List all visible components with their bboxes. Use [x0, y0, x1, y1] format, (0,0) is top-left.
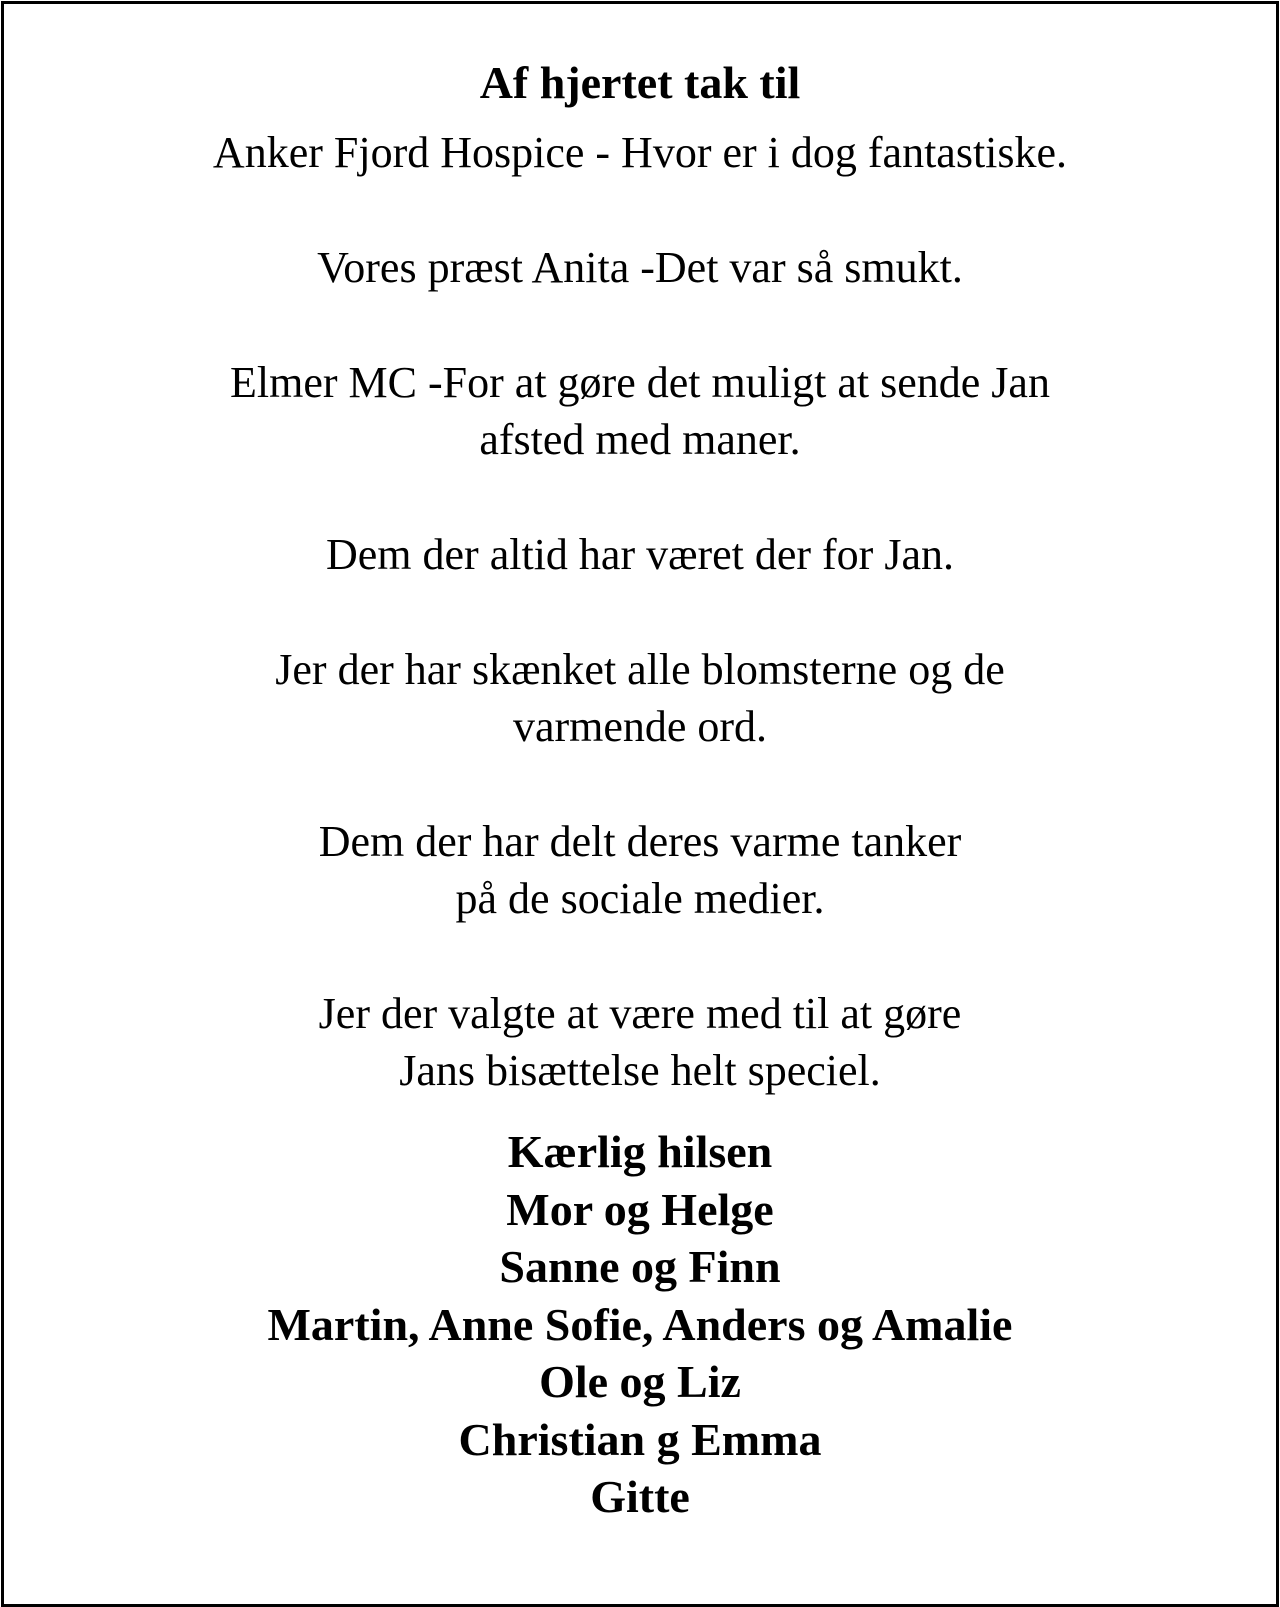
signature-name: Sanne og Finn	[499, 1241, 781, 1292]
paragraph-line: Vores præst Anita -Det var så smukt.	[317, 243, 963, 292]
paragraph-social-media	[4, 813, 1276, 927]
paragraph-line: Elmer MC -For at gøre det muligt at sende Jan	[230, 358, 1050, 407]
paragraph-line: Jer der har skænket alle blomsterne og de	[275, 645, 1005, 694]
signature-block	[4, 1123, 1276, 1526]
paragraph-mc	[4, 354, 1276, 468]
paragraph-always-there	[4, 526, 1276, 583]
signature-name: Ole og Liz	[539, 1356, 741, 1407]
paragraph-line: Dem der altid har været der for Jan.	[326, 530, 954, 579]
notice-frame	[1, 1, 1279, 1607]
paragraph-line: Anker Fjord Hospice - Hvor er i dog fantastiske.	[212, 128, 1068, 177]
signature-name: Christian g Emma	[458, 1413, 822, 1465]
paragraph-flowers	[4, 641, 1276, 755]
signature-name: Martin, Anne Sofie, Anders og Amalie	[267, 1298, 1013, 1350]
signature-name: Mor og Helge	[506, 1183, 774, 1235]
paragraph-line: på de sociale medier.	[455, 874, 825, 923]
paragraph-priest	[4, 239, 1276, 296]
paragraph-line: Dem der har delt deres varme tanker	[318, 817, 962, 866]
thank-you-notice	[4, 4, 1276, 1526]
paragraph-line: Jans bisættelse helt speciel.	[399, 1046, 881, 1095]
paragraph-line: varmende ord.	[512, 702, 768, 751]
paragraph-line: Jer der valgte at være med til at gøre	[318, 989, 962, 1038]
paragraph-line: afsted med maner.	[479, 415, 801, 464]
paragraph-funeral	[4, 985, 1276, 1099]
paragraph-hospice	[4, 124, 1276, 181]
signature-greeting: Kærlig hilsen	[507, 1126, 773, 1177]
signature-name: Gitte	[590, 1471, 690, 1522]
notice-heading: Af hjertet tak til	[479, 57, 801, 108]
